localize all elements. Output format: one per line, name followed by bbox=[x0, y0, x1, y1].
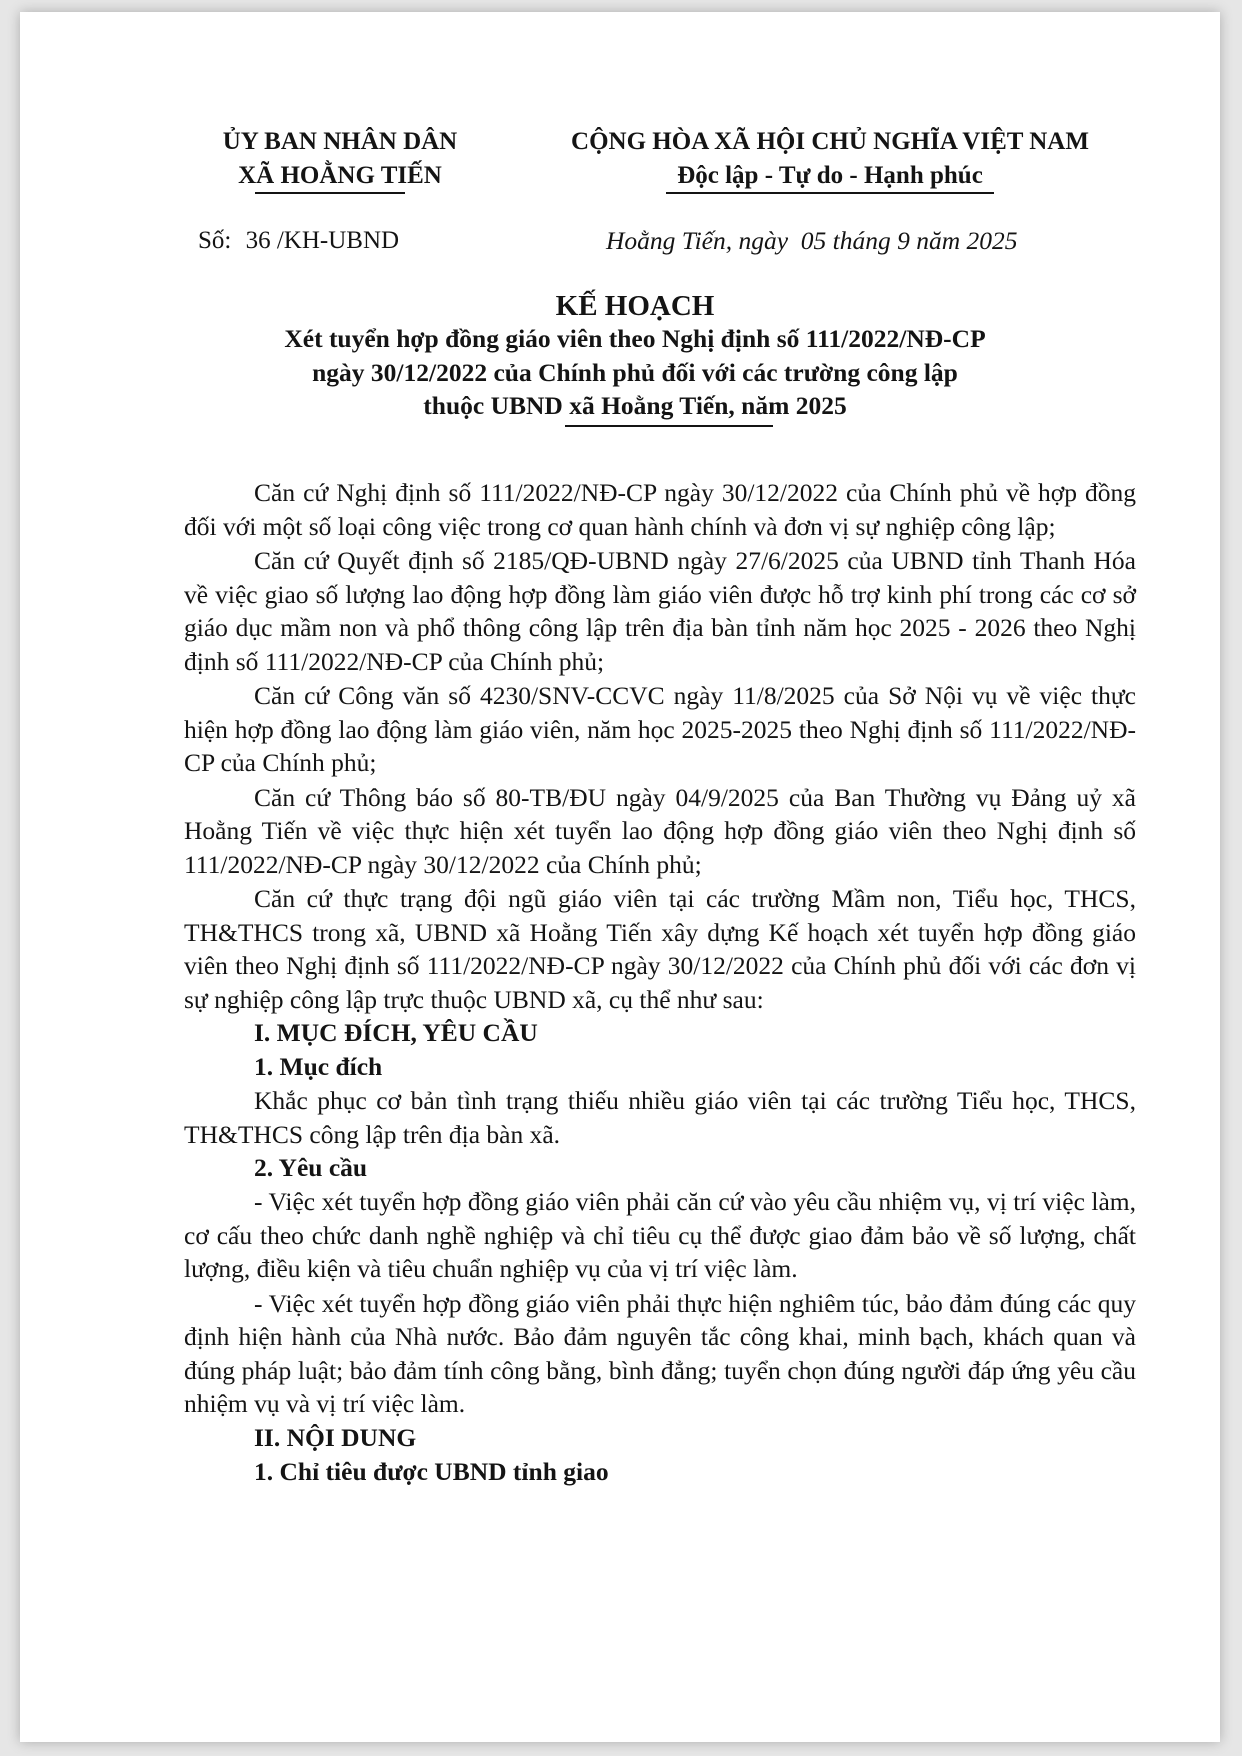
legal-basis-5: Căn cứ thực trạng đội ngũ giáo viên tại các trường Mầm non, Tiểu học, THCS, TH&THCS trong xã, UBND xã Hoằng Tiến xây dựng Kế hoạch xét tuyển hợp đồng giáo viên theo Nghị định số 111/2022/NĐ-CP ngày 30/12/2022 của Chính phủ đối với các đơn vị sự nghiệp công lập trực thuộc UBND xã, cụ thể như sau: bbox=[184, 884, 1136, 1014]
national-motto bbox=[520, 125, 1140, 193]
issuing-authority bbox=[190, 125, 490, 193]
motto: Độc lập - Tự do - Hạnh phúc bbox=[677, 162, 983, 189]
legal-basis-1: Căn cứ Nghị định số 111/2022/NĐ-CP ngày 30/12/2022 của Chính phủ về hợp đồng đối với một số loại công việc trong cơ quan hành chính và đơn vị sự nghiệp công lập; bbox=[184, 478, 1136, 541]
subsection-heading-purpose: 1. Mục đích bbox=[254, 1052, 383, 1081]
document-title: KẾ HOẠCH bbox=[555, 290, 715, 322]
authority-underline bbox=[255, 192, 405, 194]
legal-basis-4: Căn cứ Thông báo số 80-TB/ĐU ngày 04/9/2025 của Ban Thường vụ Đảng uỷ xã Hoằng Tiến về việc thực hiện xét tuyển lao động hợp đồng giáo viên theo Nghị định số 111/2022/NĐ-CP ngày 30/12/2022 của Chính phủ; bbox=[184, 782, 1136, 879]
place-date: Hoằng Tiến, ngày 05 tháng 9 năm 2025 bbox=[606, 226, 1018, 255]
subject-line-2: ngày 30/12/2022 của Chính phủ đối với các trường công lập bbox=[312, 357, 958, 387]
requirement-paragraph-2: - Việc xét tuyển hợp đồng giáo viên phải thực hiện nghiêm túc, bảo đảm đúng các quy định hiện hành của Nhà nước. Bảo đảm nguyên tắc công khai, minh bạch, khách quan và đúng pháp luật; bảo đảm tính công bằng, bình đẳng; tuyển chọn đúng người đáp ứng yêu cầu nhiệm vụ và vị trí việc làm. bbox=[184, 1288, 1136, 1418]
subsection-heading-quota: 1. Chỉ tiêu được UBND tỉnh giao bbox=[254, 1456, 609, 1486]
document-body bbox=[184, 476, 1136, 1489]
requirement-paragraph-1: - Việc xét tuyển hợp đồng giáo viên phải căn cứ vào yêu cầu nhiệm vụ, vị trí việc làm, cơ cấu theo chức danh nghề nghiệp và chỉ tiêu cụ thể được giao đảm bảo về số lượng, chất lượng, điều kiện và tiêu chuẩn nghiệp vụ của vị trí việc làm. bbox=[184, 1187, 1136, 1283]
subsection-heading-requirements: 2. Yêu cầu bbox=[254, 1153, 368, 1182]
section-heading-2: II. NỘI DUNG bbox=[254, 1422, 417, 1452]
document-subject bbox=[170, 322, 1100, 423]
authority-line-2: XÃ HOẰNG TIẾN bbox=[238, 162, 442, 189]
legal-basis-2: Căn cứ Quyết định số 2185/QĐ-UBND ngày 27/6/2025 của UBND tỉnh Thanh Hóa về việc giao số lượng lao động hợp đồng làm giáo viên được hỗ trợ kinh phí trong các cơ sở giáo dục mầm non và phổ thông công lập trên địa bàn tỉnh năm học 2025 - 2026 theo Nghị định số 111/2022/NĐ-CP của Chính phủ; bbox=[184, 546, 1136, 676]
authority-line-1: ỦY BAN NHÂN DÂN bbox=[222, 128, 458, 155]
section-heading-1: I. MỤC ĐÍCH, YÊU CẦU bbox=[254, 1018, 538, 1047]
title-underline bbox=[565, 425, 773, 427]
document-number bbox=[198, 224, 399, 258]
doc-number-prefix: Số: bbox=[198, 227, 232, 254]
subject-line-1: Xét tuyển hợp đồng giáo viên theo Nghị định số 111/2022/NĐ-CP bbox=[284, 324, 986, 353]
legal-basis-3: Căn cứ Công văn số 4230/SNV-CCVC ngày 11/8/2025 của Sở Nội vụ về việc thực hiện hợp đồng lao động làm giáo viên, năm học 2025-2025 theo Nghị định số 111/2022/NĐ-CP của Chính phủ; bbox=[184, 681, 1136, 777]
country-name: CỘNG HÒA XÃ HỘI CHỦ NGHĨA VIỆT NAM bbox=[571, 128, 1089, 155]
motto-underline bbox=[666, 192, 994, 194]
document-page bbox=[20, 12, 1220, 1742]
purpose-paragraph: Khắc phục cơ bản tình trạng thiếu nhiều giáo viên tại các trường Tiểu học, THCS, TH&THCS công lập trên địa bàn xã. bbox=[184, 1086, 1136, 1149]
doc-number-value: 36 /KH-UBND bbox=[245, 227, 400, 254]
subject-line-3: thuộc UBND xã Hoằng Tiến, năm 2025 bbox=[423, 391, 847, 420]
